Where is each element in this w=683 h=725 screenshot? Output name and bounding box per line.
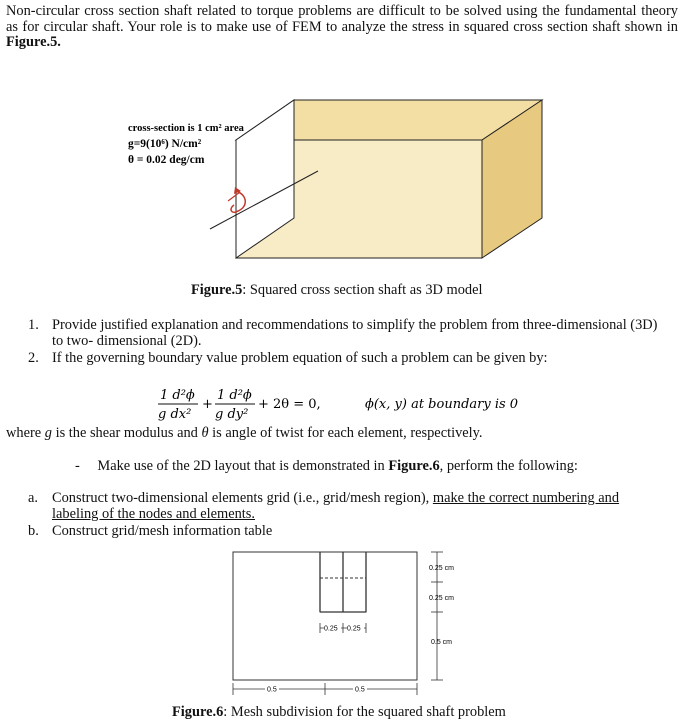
dash-item-pre: Make use of the 2D layout that is demonstrated in [97, 458, 389, 474]
equation-boundary-condition: ϕ(x, y) at boundary is 0 [365, 397, 519, 412]
dash-item-post: , perform the following: [439, 458, 578, 474]
dim-label-bottom-right: 0.5 [355, 686, 365, 694]
equation-term2-numerator: 1 d²ϕ [217, 388, 252, 403]
sub-item-a-label: a. [28, 490, 38, 506]
figure-6-caption-text: : Mesh subdivision for the squared shaft problem [223, 704, 506, 720]
where-theta-symbol: θ [201, 425, 209, 441]
dim-label-bottom-left: 0.5 [267, 686, 277, 694]
list-item-1-line-2: to two- dimensional (2D). [52, 332, 202, 349]
where-mid: is the shear modulus and [51, 425, 202, 441]
where-g-symbol: g [44, 425, 52, 441]
mesh-bottom-dimension [233, 683, 417, 695]
dim-label-inner-left: 0.25 [324, 625, 338, 633]
figure-6-mesh-layout [225, 548, 465, 703]
annotation-twist-angle: θ = 0.02 deg/cm [128, 154, 205, 166]
annotation-area: cross-section is 1 cm² area [128, 123, 244, 134]
dim-label-inner-right: 0.25 [347, 625, 361, 633]
list-item-2-line-1: If the governing boundary value problem equation of such a problem can be given by: [52, 350, 548, 366]
equation-plus: + [202, 397, 213, 412]
dash-bullet: - [75, 458, 80, 474]
figure-6-caption-label: Figure.6 [172, 704, 224, 720]
where-statement [6, 425, 483, 442]
figure-5-caption [191, 282, 483, 299]
equation-term1-numerator: 1 d²ϕ [160, 388, 195, 403]
figure-5-shaft-model [110, 95, 550, 275]
intro-line-2: as for circular shaft. Your role is to make use of FEM to analyze the stress in squared cross section shaft shown in [6, 18, 678, 35]
list-item-1-number: 1. [28, 317, 39, 333]
figure-5-caption-text: : Squared cross section shaft as 3D model [242, 282, 483, 298]
mesh-solid-grid [320, 552, 366, 612]
where-post: is angle of twist for each element, respectively. [208, 425, 483, 441]
sub-item-a-underline-1: make the correct numbering and [432, 490, 620, 506]
dim-label-top-1: 0.25 cm [429, 565, 454, 572]
sub-item-b-text: Construct grid/mesh information table [52, 523, 273, 539]
sub-item-a-underline-2: labeling of the nodes and elements. [52, 505, 256, 522]
list-item-1-line-1: Provide justified explanation and recommendations to simplify the problem from three-dimensional (3D) [52, 317, 658, 333]
list-item-2-number: 2. [28, 350, 39, 366]
sub-item-a-text: Construct two-dimensional elements grid (i.e., grid/mesh region), [52, 490, 433, 506]
intro-paragraph [6, 4, 678, 51]
where-pre: where [6, 425, 45, 441]
sub-item-b-label: b. [28, 523, 39, 539]
equation-term1-denominator: g dx² [158, 407, 192, 422]
governing-equation [158, 384, 578, 424]
intro-line-3: Figure.5. [6, 34, 61, 50]
annotation-shear-modulus: g=9(10⁶) N/cm² [128, 138, 202, 150]
dash-item-bold: Figure.6 [388, 458, 440, 474]
mesh-outer-boundary [233, 552, 417, 680]
figure-6-caption [172, 704, 506, 721]
equation-rest: + 2θ = 0, [258, 397, 321, 412]
figure-5-caption-label: Figure.5 [191, 282, 243, 298]
equation-term2-denominator: g dy² [215, 407, 249, 422]
dim-label-right-lower: 0.5 cm [431, 639, 453, 646]
dim-label-top-2: 0.25 cm [429, 595, 454, 602]
intro-line-1: Non-circular cross section shaft related to torque problems are difficult to be solved using the fundamental theory [6, 3, 678, 19]
dash-item [75, 458, 578, 475]
